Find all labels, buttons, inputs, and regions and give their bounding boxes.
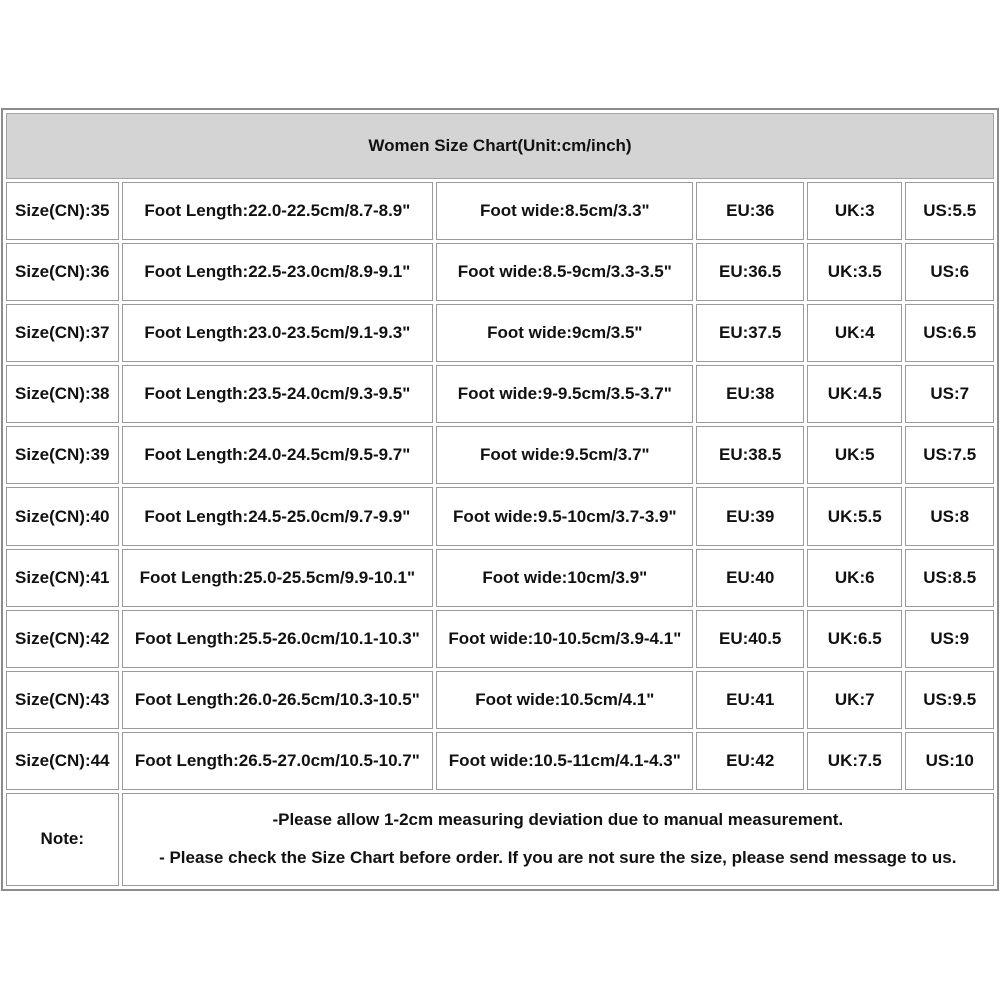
size-cell: Size(CN):44: [6, 732, 119, 790]
uk-size-cell: UK:4: [807, 304, 902, 362]
us-size-cell: US:6.5: [905, 304, 994, 362]
foot-length-cell: Foot Length:25.5-26.0cm/10.1-10.3": [122, 610, 434, 668]
uk-size-cell: UK:3: [807, 182, 902, 240]
foot-length-cell: Foot Length:26.0-26.5cm/10.3-10.5": [122, 671, 434, 729]
us-size-cell: US:6: [905, 243, 994, 301]
us-size-cell: US:8.5: [905, 549, 994, 607]
us-size-cell: US:9: [905, 610, 994, 668]
eu-size-cell: EU:36.5: [696, 243, 804, 301]
size-cell: Size(CN):43: [6, 671, 119, 729]
eu-size-cell: EU:42: [696, 732, 804, 790]
us-size-cell: US:5.5: [905, 182, 994, 240]
table-row: [6, 304, 994, 362]
foot-length-cell: Foot Length:26.5-27.0cm/10.5-10.7": [122, 732, 434, 790]
size-cell: Size(CN):36: [6, 243, 119, 301]
size-cell: Size(CN):40: [6, 487, 119, 545]
foot-width-cell: Foot wide:10cm/3.9": [436, 549, 693, 607]
eu-size-cell: EU:37.5: [696, 304, 804, 362]
foot-width-cell: Foot wide:9.5cm/3.7": [436, 426, 693, 484]
eu-size-cell: EU:41: [696, 671, 804, 729]
foot-length-cell: Foot Length:22.5-23.0cm/8.9-9.1": [122, 243, 434, 301]
us-size-cell: US:10: [905, 732, 994, 790]
eu-size-cell: EU:40.5: [696, 610, 804, 668]
foot-length-cell: Foot Length:24.5-25.0cm/9.7-9.9": [122, 487, 434, 545]
uk-size-cell: UK:3.5: [807, 243, 902, 301]
eu-size-cell: EU:38.5: [696, 426, 804, 484]
uk-size-cell: UK:6.5: [807, 610, 902, 668]
uk-size-cell: UK:5: [807, 426, 902, 484]
note-line-deviation: -Please allow 1-2cm measuring deviation due to manual measurement.: [272, 810, 844, 830]
foot-width-cell: Foot wide:8.5cm/3.3": [436, 182, 693, 240]
size-chart-table: [3, 110, 997, 889]
eu-size-cell: EU:40: [696, 549, 804, 607]
uk-size-cell: UK:6: [807, 549, 902, 607]
note-row: [6, 793, 994, 886]
foot-width-cell: Foot wide:10.5-11cm/4.1-4.3": [436, 732, 693, 790]
foot-length-cell: Foot Length:25.0-25.5cm/9.9-10.1": [122, 549, 434, 607]
uk-size-cell: UK:7.5: [807, 732, 902, 790]
us-size-cell: US:8: [905, 487, 994, 545]
table-row: [6, 671, 994, 729]
foot-length-cell: Foot Length:22.0-22.5cm/8.7-8.9": [122, 182, 434, 240]
foot-width-cell: Foot wide:8.5-9cm/3.3-3.5": [436, 243, 693, 301]
uk-size-cell: UK:4.5: [807, 365, 902, 423]
note-line-check-chart: - Please check the Size Chart before order. If you are not sure the size, please send message to us.: [159, 848, 957, 868]
foot-length-cell: Foot Length:24.0-24.5cm/9.5-9.7": [122, 426, 434, 484]
foot-length-cell: Foot Length:23.0-23.5cm/9.1-9.3": [122, 304, 434, 362]
foot-width-cell: Foot wide:10.5cm/4.1": [436, 671, 693, 729]
eu-size-cell: EU:36: [696, 182, 804, 240]
foot-length-cell: Foot Length:23.5-24.0cm/9.3-9.5": [122, 365, 434, 423]
table-row: [6, 426, 994, 484]
table-row: [6, 365, 994, 423]
size-chart: [1, 108, 999, 891]
eu-size-cell: EU:39: [696, 487, 804, 545]
note-label: Note:: [6, 793, 119, 886]
foot-width-cell: Foot wide:9cm/3.5": [436, 304, 693, 362]
size-cell: Size(CN):39: [6, 426, 119, 484]
chart-title: Women Size Chart(Unit:cm/inch): [6, 113, 994, 179]
foot-width-cell: Foot wide:9-9.5cm/3.5-3.7": [436, 365, 693, 423]
size-cell: Size(CN):41: [6, 549, 119, 607]
foot-width-cell: Foot wide:10-10.5cm/3.9-4.1": [436, 610, 693, 668]
table-row: [6, 243, 994, 301]
us-size-cell: US:7.5: [905, 426, 994, 484]
us-size-cell: US:9.5: [905, 671, 994, 729]
us-size-cell: US:7: [905, 365, 994, 423]
note-text: [122, 793, 994, 886]
table-row: [6, 549, 994, 607]
size-cell: Size(CN):37: [6, 304, 119, 362]
table-row: [6, 732, 994, 790]
uk-size-cell: UK:7: [807, 671, 902, 729]
size-cell: Size(CN):35: [6, 182, 119, 240]
eu-size-cell: EU:38: [696, 365, 804, 423]
table-row: [6, 182, 994, 240]
size-cell: Size(CN):42: [6, 610, 119, 668]
table-row: [6, 487, 994, 545]
table-row: [6, 610, 994, 668]
size-cell: Size(CN):38: [6, 365, 119, 423]
foot-width-cell: Foot wide:9.5-10cm/3.7-3.9": [436, 487, 693, 545]
uk-size-cell: UK:5.5: [807, 487, 902, 545]
